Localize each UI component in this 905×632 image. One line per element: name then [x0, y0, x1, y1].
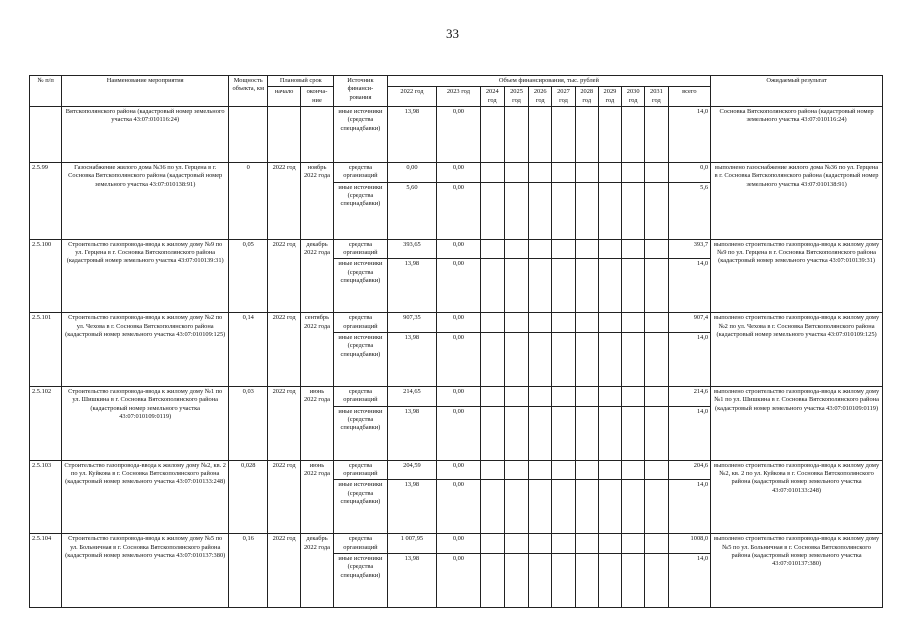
cell-2023: 0,00	[437, 162, 480, 182]
cell-total: 0,0	[668, 162, 711, 182]
cell-end: декабрь 2022 года	[300, 239, 333, 313]
cell-year	[598, 553, 621, 607]
cell-name: Строительство газопровода-ввода к жилому дому №1 по ул. Шишкина в г. Сосновка Вятскополянского района (кадастровый номер земельного участка 43:07:010109:0119)	[62, 386, 229, 460]
cell-year	[552, 460, 575, 480]
cell-year	[598, 460, 621, 480]
cell-2022: 13,98	[387, 106, 437, 162]
header-year-2027: 2027 год	[552, 87, 575, 107]
cell-year	[598, 406, 621, 460]
cell-2023: 0,00	[437, 182, 480, 239]
cell-year	[552, 259, 575, 313]
cell-year	[552, 406, 575, 460]
cell-end	[300, 106, 333, 162]
cell-year	[575, 553, 598, 607]
cell-2023: 0,00	[437, 534, 480, 554]
cell-year	[598, 313, 621, 333]
cell-2022: 0,00	[387, 162, 437, 182]
cell-num: 2.5.100	[30, 239, 62, 313]
cell-year	[504, 313, 528, 333]
table-row	[30, 106, 883, 162]
cell-total: 14,0	[668, 332, 711, 386]
cell-2022: 214,65	[387, 386, 437, 406]
cell-year	[529, 106, 552, 162]
header-year-2025: 2025 год	[504, 87, 528, 107]
cell-2023: 0,00	[437, 406, 480, 460]
cell-year	[504, 460, 528, 480]
cell-year	[645, 106, 668, 162]
cell-start: 2022 год	[268, 460, 300, 534]
cell-year	[575, 332, 598, 386]
cell-year	[552, 313, 575, 333]
cell-year	[552, 106, 575, 162]
cell-year	[504, 553, 528, 607]
cell-year	[575, 182, 598, 239]
cell-year	[622, 106, 645, 162]
cell-2023: 0,00	[437, 460, 480, 480]
cell-2022: 204,59	[387, 460, 437, 480]
cell-source: средства организаций	[334, 313, 388, 333]
cell-year	[622, 386, 645, 406]
cell-num: 2.5.104	[30, 534, 62, 608]
cell-year	[645, 460, 668, 480]
cell-year	[480, 534, 504, 554]
cell-total: 14,0	[668, 480, 711, 534]
cell-year	[480, 259, 504, 313]
cell-total: 214,6	[668, 386, 711, 406]
header-year-2030: 2030 год	[622, 87, 645, 107]
page-number: 33	[446, 26, 459, 41]
header-result: Ожидаемый результат	[711, 76, 883, 107]
cell-year	[480, 553, 504, 607]
cell-year	[645, 259, 668, 313]
header-year-2024: 2024 год	[480, 87, 504, 107]
cell-capacity: 0	[229, 162, 268, 239]
cell-source: иные источники (средства спецнадбавки)	[334, 106, 388, 162]
financing-table	[29, 75, 883, 608]
cell-year	[480, 406, 504, 460]
cell-year	[480, 480, 504, 534]
cell-year	[529, 534, 552, 554]
header-source: Источник финанси- рования	[334, 76, 388, 107]
cell-total: 393,7	[668, 239, 711, 259]
cell-total: 14,0	[668, 106, 711, 162]
table-row	[30, 460, 883, 480]
cell-year	[504, 106, 528, 162]
cell-year	[504, 386, 528, 406]
header-term: Плановый срок	[268, 76, 334, 87]
cell-start: 2022 год	[268, 534, 300, 608]
cell-year	[645, 534, 668, 554]
cell-year	[504, 534, 528, 554]
cell-year	[645, 182, 668, 239]
cell-num: 2.5.103	[30, 460, 62, 534]
cell-2023: 0,00	[437, 553, 480, 607]
header-start: начало	[268, 87, 300, 107]
cell-year	[504, 239, 528, 259]
cell-year	[645, 553, 668, 607]
cell-name: Газоснабжение жилого дома №36 по ул. Герцена в г. Сосновка Вятскополянского района (кадастровый номер земельного участка 43:07:010138:91)	[62, 162, 229, 239]
cell-year	[645, 332, 668, 386]
header-capacity: Мощность объекта, км	[229, 76, 268, 107]
header-year-2029: 2029 год	[598, 87, 621, 107]
cell-start	[268, 106, 300, 162]
header-year-2026: 2026 год	[529, 87, 552, 107]
cell-year	[575, 460, 598, 480]
cell-start: 2022 год	[268, 313, 300, 387]
cell-2023: 0,00	[437, 332, 480, 386]
cell-start: 2022 год	[268, 162, 300, 239]
cell-total: 14,0	[668, 406, 711, 460]
cell-end: сентябрь 2022 года	[300, 313, 333, 387]
cell-source: средства организаций	[334, 534, 388, 554]
cell-total: 1008,0	[668, 534, 711, 554]
cell-year	[598, 239, 621, 259]
cell-total: 5,6	[668, 182, 711, 239]
cell-source: иные источники (средства спецнадбавки)	[334, 182, 388, 239]
cell-year	[622, 332, 645, 386]
cell-year	[504, 332, 528, 386]
cell-year	[504, 259, 528, 313]
cell-capacity: 0,03	[229, 386, 268, 460]
cell-year	[598, 106, 621, 162]
header-year-2031: 2031 год	[645, 87, 668, 107]
cell-2023: 0,00	[437, 239, 480, 259]
cell-total: 907,4	[668, 313, 711, 333]
cell-result: выполнено строительство газопровода-ввода к жилому дому №2, кв. 2 по ул. Куйкова в г. Сосновка Вятскополянского района (кадастровый номер земельного участка 43:07:010133:248)	[711, 460, 883, 534]
cell-result: выполнено строительство газопровода-ввода к жилому дому №5 по ул. Больничная в г. Сосновка Вятскополянского района (кадастровый номер земельного участка 43:07:010137:380)	[711, 534, 883, 608]
cell-year	[622, 313, 645, 333]
cell-name: Строительство газопровода-ввода к жилому дому №5 по ул. Больничная в г. Сосновка Вятскополянского района (кадастровый номер земельного участка 43:07:010137:380)	[62, 534, 229, 608]
cell-year	[645, 386, 668, 406]
cell-year	[575, 534, 598, 554]
cell-year	[598, 182, 621, 239]
cell-year	[529, 182, 552, 239]
header-year-2023: 2023 год	[437, 87, 480, 107]
cell-year	[598, 259, 621, 313]
cell-capacity: 0,05	[229, 239, 268, 313]
cell-year	[480, 162, 504, 182]
cell-year	[552, 534, 575, 554]
cell-year	[645, 406, 668, 460]
cell-year	[480, 386, 504, 406]
cell-2023: 0,00	[437, 480, 480, 534]
cell-year	[622, 259, 645, 313]
cell-total: 204,6	[668, 460, 711, 480]
cell-name: Вятскополянского района (кадастровый номер земельного участка 43:07:010116:24)	[62, 106, 229, 162]
cell-capacity: 0,16	[229, 534, 268, 608]
cell-num: 2.5.101	[30, 313, 62, 387]
cell-total: 14,0	[668, 259, 711, 313]
cell-year	[622, 162, 645, 182]
cell-source: средства организаций	[334, 386, 388, 406]
cell-year	[529, 162, 552, 182]
cell-year	[622, 553, 645, 607]
cell-year	[552, 553, 575, 607]
cell-year	[480, 313, 504, 333]
cell-2023: 0,00	[437, 386, 480, 406]
cell-year	[504, 182, 528, 239]
cell-year	[645, 162, 668, 182]
cell-year	[598, 480, 621, 534]
cell-2022: 393,65	[387, 239, 437, 259]
cell-2022: 907,35	[387, 313, 437, 333]
cell-source: иные источники (средства спецнадбавки)	[334, 406, 388, 460]
cell-result: выполнено строительство газопровода-ввода к жилому дому №2 по ул. Чехова в г. Сосновка Вятскополянского района (кадастровый номер земельного участка 43:07:010109:125)	[711, 313, 883, 387]
cell-year	[552, 162, 575, 182]
cell-year	[575, 106, 598, 162]
cell-year	[575, 386, 598, 406]
cell-year	[504, 480, 528, 534]
cell-year	[575, 259, 598, 313]
header-end: оконча- ние	[300, 87, 333, 107]
cell-name: Строительство газопровода-ввода к жилому дому №2, кв. 2 по ул. Куйкова в г. Сосновка Вятскополянского района (кадастровый номер земельного участка 43:07:010133:248)	[62, 460, 229, 534]
cell-result: выполнено строительство газопровода-ввода к жилому дому №1 по ул. Шишкина в г. Сосновка Вятскополянского района (кадастровый номер земельного участка 43:07:010109:0119)	[711, 386, 883, 460]
cell-num: 2.5.102	[30, 386, 62, 460]
cell-year	[622, 406, 645, 460]
cell-year	[622, 480, 645, 534]
cell-year	[529, 332, 552, 386]
header-total: всего	[668, 87, 711, 107]
cell-year	[622, 460, 645, 480]
header-num: № п/п	[30, 76, 62, 107]
cell-num: 2.5.99	[30, 162, 62, 239]
cell-capacity: 0,028	[229, 460, 268, 534]
cell-year	[645, 239, 668, 259]
cell-year	[598, 162, 621, 182]
cell-end: декабрь 2022 года	[300, 534, 333, 608]
cell-year	[480, 460, 504, 480]
cell-year	[575, 239, 598, 259]
cell-result: выполнено газоснабжение жилого дома №36 по ул. Герцена в г. Сосновка Вятскополянского района (кадастровый номер земельного участка 43:07:010138:91)	[711, 162, 883, 239]
header-name: Наименование мероприятия	[62, 76, 229, 107]
table-row	[30, 386, 883, 406]
table-row	[30, 313, 883, 333]
cell-2022: 13,98	[387, 332, 437, 386]
cell-year	[529, 553, 552, 607]
cell-source: иные источники (средства спецнадбавки)	[334, 332, 388, 386]
header-year-2022: 2022 год	[387, 87, 437, 107]
header-volume: Объем финансирования, тыс. рублей	[387, 76, 710, 87]
table-row	[30, 162, 883, 182]
cell-year	[552, 332, 575, 386]
cell-start: 2022 год	[268, 239, 300, 313]
cell-year	[552, 239, 575, 259]
cell-year	[598, 386, 621, 406]
cell-year	[622, 182, 645, 239]
cell-year	[552, 480, 575, 534]
cell-year	[645, 480, 668, 534]
cell-2023: 0,00	[437, 106, 480, 162]
cell-year	[575, 406, 598, 460]
cell-end: ноябрь 2022 года	[300, 162, 333, 239]
cell-2022: 13,98	[387, 406, 437, 460]
cell-capacity: 0,14	[229, 313, 268, 387]
cell-year	[504, 162, 528, 182]
cell-year	[575, 162, 598, 182]
table-row	[30, 239, 883, 259]
cell-total: 14,0	[668, 553, 711, 607]
cell-2023: 0,00	[437, 313, 480, 333]
cell-year	[480, 182, 504, 239]
cell-2022: 13,98	[387, 480, 437, 534]
cell-source: иные источники (средства спецнадбавки)	[334, 553, 388, 607]
cell-year	[529, 386, 552, 406]
cell-source: иные источники (средства спецнадбавки)	[334, 259, 388, 313]
table-row	[30, 534, 883, 554]
cell-end: июнь 2022 года	[300, 460, 333, 534]
cell-year	[529, 313, 552, 333]
cell-year	[575, 313, 598, 333]
cell-result: Сосновка Вятскополянского района (кадастровый номер земельного участка 43:07:010116:24)	[711, 106, 883, 162]
cell-year	[480, 332, 504, 386]
cell-name: Строительство газопровода-ввода к жилому дому №2 по ул. Чехова в г. Сосновка Вятскополянского района (кадастровый номер земельного участка 43:07:010109:125)	[62, 313, 229, 387]
cell-2022: 5,60	[387, 182, 437, 239]
cell-num	[30, 106, 62, 162]
cell-start: 2022 год	[268, 386, 300, 460]
cell-year	[529, 239, 552, 259]
cell-year	[529, 460, 552, 480]
cell-end: июнь 2022 года	[300, 386, 333, 460]
cell-name: Строительство газопровода-ввода к жилому дому №9 по ул. Герцена в г. Сосновка Вятскополянского района (кадастровый номер земельного участка 43:07:010139:31)	[62, 239, 229, 313]
cell-year	[598, 332, 621, 386]
cell-year	[622, 239, 645, 259]
cell-year	[529, 480, 552, 534]
cell-result: выполнено строительство газопровода-ввода к жилому дому №9 по ул. Герцена в г. Сосновка Вятскополянского района (кадастровый номер земельного участка 43:07:010139:31)	[711, 239, 883, 313]
cell-2022: 1 007,95	[387, 534, 437, 554]
cell-year	[598, 534, 621, 554]
cell-year	[480, 239, 504, 259]
cell-year	[480, 106, 504, 162]
cell-source: иные источники (средства спецнадбавки)	[334, 480, 388, 534]
cell-year	[552, 386, 575, 406]
cell-2022: 13,98	[387, 259, 437, 313]
cell-year	[645, 313, 668, 333]
cell-year	[529, 259, 552, 313]
cell-source: средства организаций	[334, 460, 388, 480]
cell-year	[622, 534, 645, 554]
cell-source: средства организаций	[334, 162, 388, 182]
cell-year	[504, 406, 528, 460]
cell-2022: 13,98	[387, 553, 437, 607]
cell-year	[529, 406, 552, 460]
cell-year	[575, 480, 598, 534]
header-year-2028: 2028 год	[575, 87, 598, 107]
cell-source: средства организаций	[334, 239, 388, 259]
cell-year	[552, 182, 575, 239]
cell-capacity	[229, 106, 268, 162]
cell-2023: 0,00	[437, 259, 480, 313]
